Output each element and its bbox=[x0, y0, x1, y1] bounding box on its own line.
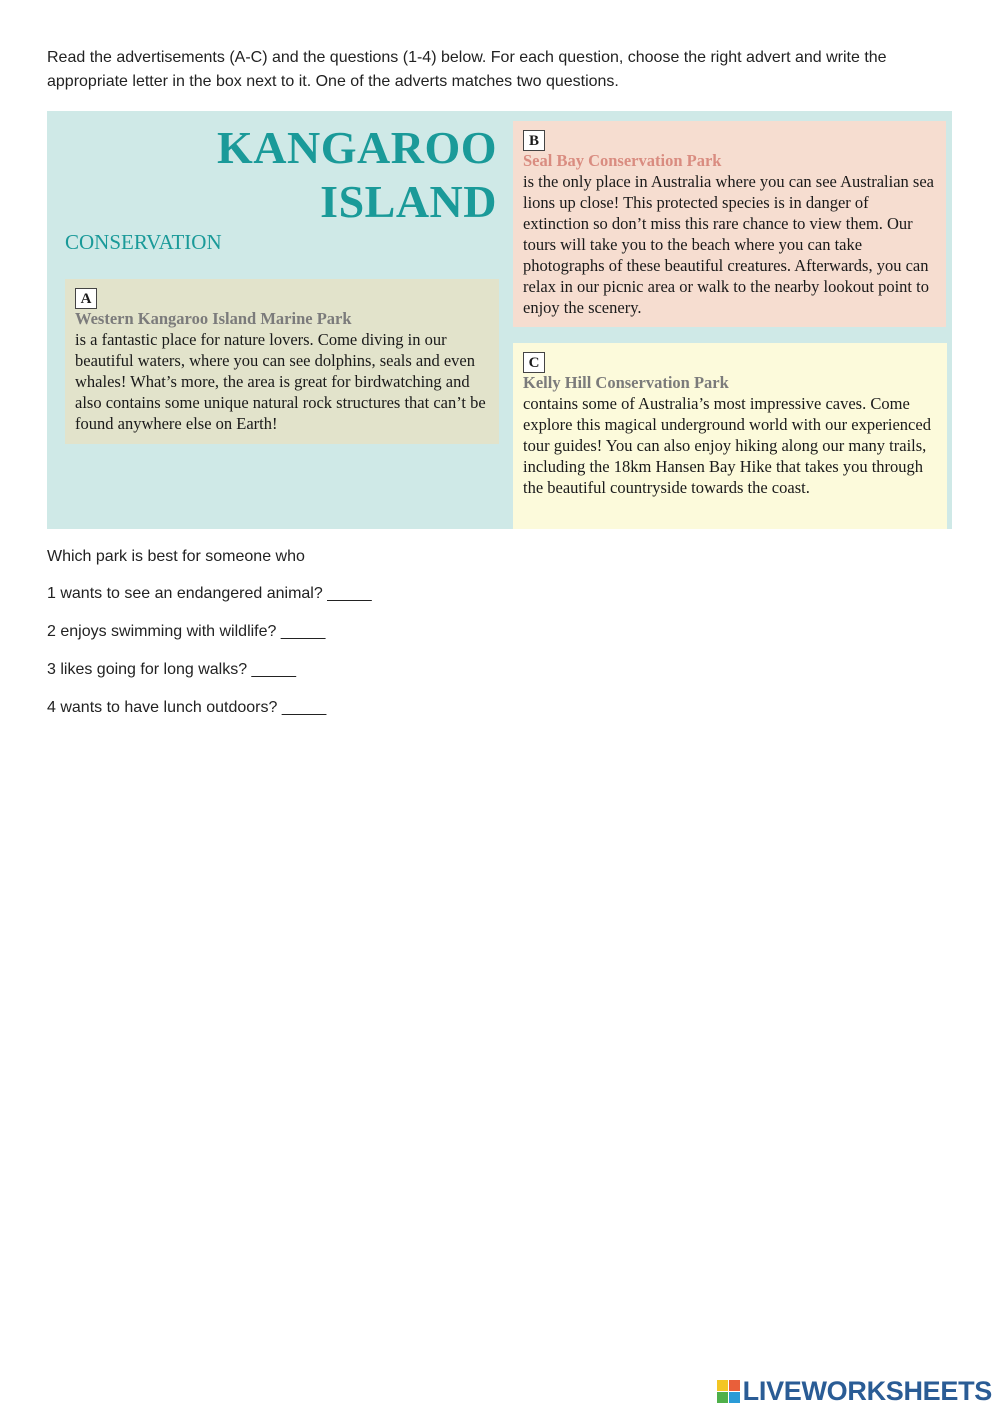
question-3[interactable]: 3 likes going for long walks? _____ bbox=[47, 661, 297, 678]
logo-tile-1 bbox=[717, 1380, 728, 1391]
advert-b-body: is the only place in Australia where you can see Australian sea lions up close! This protected species is in danger of extinction so don’t miss this rare chance to view them. Our tours will take you to the beach where you can take photographs of these beautiful creatures. Afterwards, you can relax in our picnic area or walk to the nearby lookout point to enjoy the scenery. bbox=[523, 172, 934, 317]
advert-b-letter: B bbox=[523, 130, 545, 151]
poster-title-line1: KANGAROO bbox=[217, 122, 497, 173]
poster-title-line2: ISLAND bbox=[320, 176, 497, 227]
advert-c bbox=[513, 343, 947, 529]
question-2[interactable]: 2 enjoys swimming with wildlife? _____ bbox=[47, 623, 326, 640]
poster-title bbox=[217, 121, 497, 229]
question-1[interactable]: 1 wants to see an endangered animal? _____ bbox=[47, 585, 372, 602]
instructions-text: Read the advertisements (A-C) and the questions (1-4) below. For each question, choose the right advert and write the appropriate letter in the box next to it. One of the adverts matches two questions. bbox=[47, 49, 887, 90]
logo-tile-4 bbox=[729, 1392, 740, 1403]
advert-b bbox=[513, 121, 946, 327]
advert-c-letter: C bbox=[523, 352, 545, 373]
liveworksheets-logo-icon bbox=[717, 1380, 740, 1403]
advert-a-body: is a fantastic place for nature lovers. Come diving in our beautiful waters, where you can see dolphins, seals and even whales! What’s more, the area is great for birdwatching and also contains some unique natural rock structures that can’t be found anywhere else on Earth! bbox=[75, 330, 486, 433]
liveworksheets-logo-text: LIVEWORKSHEETS bbox=[742, 1376, 992, 1406]
poster-subtitle: CONSERVATION bbox=[65, 230, 222, 254]
liveworksheets-logo bbox=[717, 1376, 992, 1407]
question-4[interactable]: 4 wants to have lunch outdoors? _____ bbox=[47, 699, 327, 716]
logo-tile-2 bbox=[729, 1380, 740, 1391]
advert-a-park-name: Western Kangaroo Island Marine Park bbox=[75, 309, 352, 328]
advert-c-body: contains some of Australia’s most impressive caves. Come explore this magical underground world with our experienced tour guides! You can also enjoy hiking along our many trails, including the 18km Hansen Bay Hike that takes you through the beautiful countryside towards the coast. bbox=[523, 394, 931, 497]
questions-section bbox=[47, 545, 372, 734]
advert-b-park-name: Seal Bay Conservation Park bbox=[523, 151, 722, 170]
questions-lead: Which park is best for someone who bbox=[47, 548, 305, 565]
advert-a-letter: A bbox=[75, 288, 97, 309]
advert-c-park-name: Kelly Hill Conservation Park bbox=[523, 373, 729, 392]
advert-a bbox=[65, 279, 499, 444]
kangaroo-island-poster bbox=[47, 111, 952, 529]
logo-tile-3 bbox=[717, 1392, 728, 1403]
